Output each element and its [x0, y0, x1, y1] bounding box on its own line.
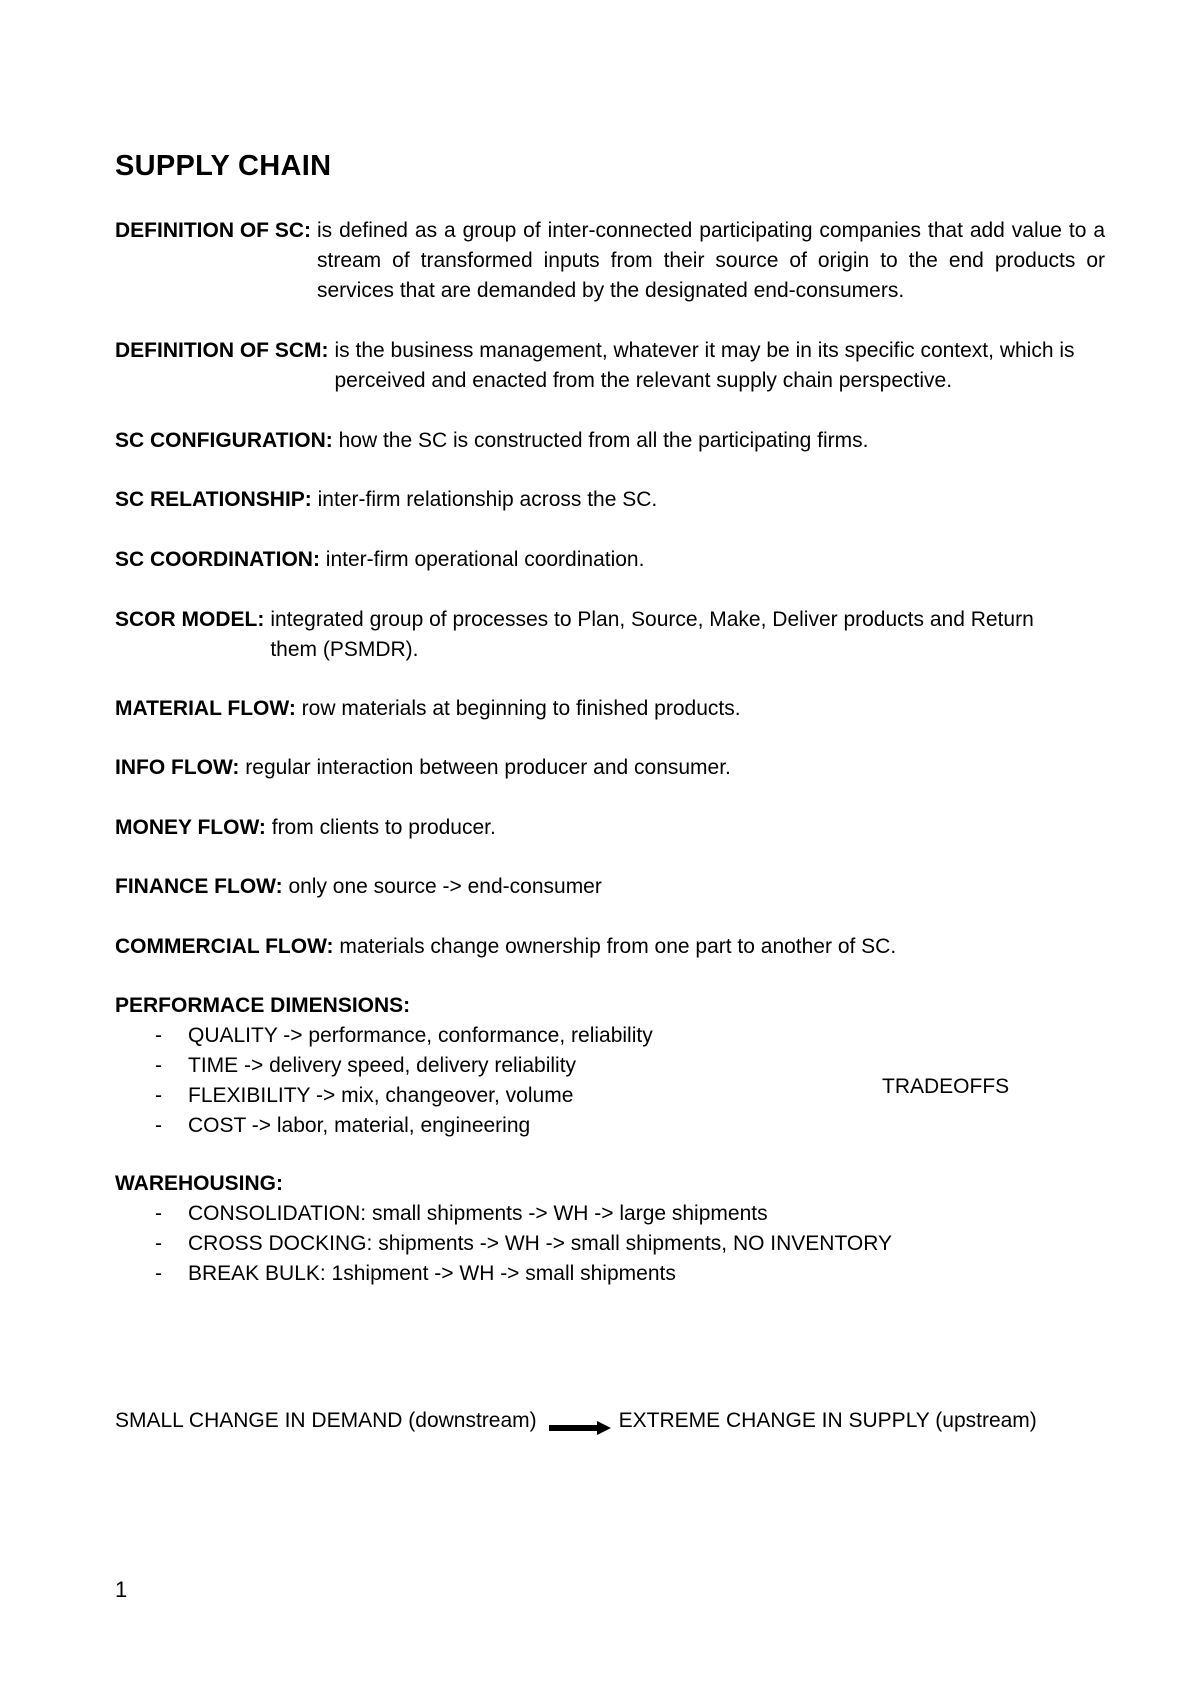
commercial-flow-label: COMMERCIAL FLOW:	[115, 935, 334, 958]
material-flow	[115, 694, 1105, 724]
bullwhip-effect	[115, 1406, 1037, 1436]
finance-flow	[115, 872, 1105, 902]
finance-flow-label: FINANCE FLOW:	[115, 875, 283, 898]
bullwhip-left-text: SMALL CHANGE IN DEMAND (downstream)	[115, 1409, 537, 1432]
material-flow-text: row materials at beginning to finished products.	[301, 697, 741, 720]
list-item: - CROSS DOCKING: shipments -> WH -> small shipments, NO INVENTORY	[115, 1229, 1105, 1259]
performance-dimensions	[115, 991, 1105, 1141]
sc-relationship	[115, 485, 1105, 515]
list-item: - QUALITY -> performance, conformance, reliability	[115, 1021, 1105, 1051]
warehousing	[115, 1169, 1105, 1289]
warehousing-list	[115, 1199, 1105, 1289]
right-arrow-icon	[549, 1414, 611, 1428]
scor-model-text: integrated group of processes to Plan, Source, Make, Deliver products and Return them (PSMDR).	[270, 608, 1034, 661]
finance-flow-text: only one source -> end-consumer	[288, 875, 602, 898]
sc-coordination	[115, 545, 1105, 575]
list-item: - FLEXIBILITY -> mix, changeover, volume	[115, 1081, 1105, 1111]
list-item: - BREAK BULK: 1shipment -> WH -> small shipments	[115, 1259, 1105, 1289]
money-flow-label: MONEY FLOW:	[115, 816, 266, 839]
definition-scm-label: DEFINITION OF SCM:	[115, 339, 329, 362]
definition-scm	[115, 336, 1105, 396]
list-item: - CONSOLIDATION: small shipments -> WH -> large shipments	[115, 1199, 1105, 1229]
performance-dimensions-label: PERFORMACE DIMENSIONS:	[115, 994, 411, 1017]
list-item: - TIME -> delivery speed, delivery reliability	[115, 1051, 1105, 1081]
money-flow-text: from clients to producer.	[271, 816, 496, 839]
definition-sc	[115, 216, 1105, 306]
sc-relationship-label: SC RELATIONSHIP:	[115, 488, 312, 511]
material-flow-label: MATERIAL FLOW:	[115, 697, 296, 720]
money-flow	[115, 813, 1105, 843]
info-flow-text: regular interaction between producer and consumer.	[245, 756, 731, 779]
commercial-flow-text: materials change ownership from one part to another of SC.	[339, 935, 897, 958]
page-title: SUPPLY CHAIN	[115, 150, 332, 182]
tradeoffs-note: TRADEOFFS	[882, 1075, 1010, 1098]
sc-configuration-text: how the SC is constructed from all the participating firms.	[338, 429, 869, 452]
info-flow-label: INFO FLOW:	[115, 756, 240, 779]
scor-model	[115, 605, 1075, 665]
commercial-flow	[115, 932, 1105, 962]
bullwhip-right-text: EXTREME CHANGE IN SUPPLY (upstream)	[618, 1409, 1037, 1432]
sc-coordination-label: SC COORDINATION:	[115, 548, 320, 571]
definition-scm-text: is the business management, whatever it may be in its specific context, which is perceived and enacted from the relevant supply chain perspective.	[334, 339, 1075, 392]
list-item: - COST -> labor, material, engineering	[115, 1111, 1105, 1141]
info-flow	[115, 753, 1105, 783]
page-number: 1	[115, 1577, 128, 1602]
sc-configuration-label: SC CONFIGURATION:	[115, 429, 333, 452]
definition-sc-text: is defined as a group of inter-connected participating companies that add value to a stream of transformed inputs from their source of origin to the end products or services that are demanded by the designated end-consumers.	[317, 219, 1105, 302]
sc-relationship-text: inter-firm relationship across the SC.	[317, 488, 658, 511]
definition-sc-label: DEFINITION OF SC:	[115, 219, 311, 242]
warehousing-label: WAREHOUSING:	[115, 1172, 283, 1195]
scor-model-label: SCOR MODEL:	[115, 608, 265, 631]
sc-configuration	[115, 426, 1105, 456]
sc-coordination-text: inter-firm operational coordination.	[325, 548, 645, 571]
